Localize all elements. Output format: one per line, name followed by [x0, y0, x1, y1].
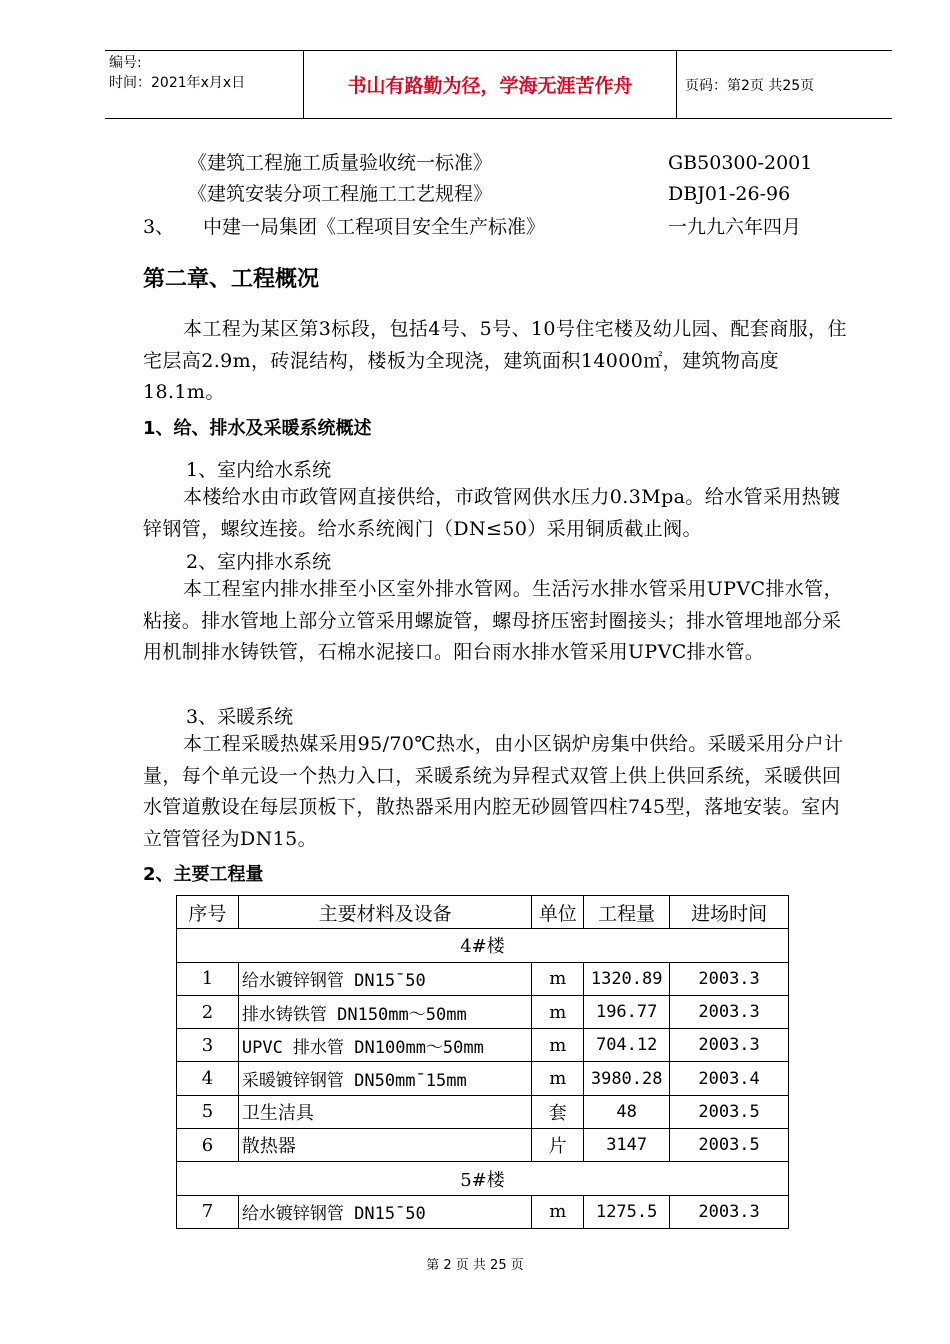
column-header: 单位	[532, 896, 584, 929]
section-title: 1、给、排水及采暖系统概述	[143, 418, 372, 439]
cell-quantity: 1320.89	[584, 962, 670, 995]
cell-material: 散热器	[238, 1129, 531, 1162]
cell-index: 6	[177, 1129, 239, 1162]
cell-index: 2	[177, 995, 239, 1028]
table-row	[177, 995, 789, 1028]
cell-index: 3	[177, 1029, 239, 1062]
reference-code: DBJ01-26-96	[668, 183, 791, 205]
subsection-title: 3、采暖系统	[186, 706, 294, 728]
cell-date: 2003.3	[670, 962, 789, 995]
intro-paragraph: 本工程为某区第3标段，包括4号、5号、10号住宅楼及幼儿园、配套商服，住宅层高2.9m，砖混结构，楼板为全现浇，建筑面积14000㎡，建筑物高度18.1m。	[143, 318, 847, 403]
cell-index: 1	[177, 962, 239, 995]
cell-quantity: 3147	[584, 1129, 670, 1162]
cell-quantity: 704.12	[584, 1029, 670, 1062]
table-row	[177, 1029, 789, 1062]
cell-date: 2003.5	[670, 1095, 789, 1128]
reference-title: 《建筑安装分项工程施工工艺规程》	[188, 183, 493, 205]
column-header: 进场时间	[670, 896, 789, 929]
drainage-paragraph: 本工程室内排水排至小区室外排水管网。生活污水排水管采用UPVC排水管，粘接。排水管地上部分立管采用螺旋管，螺母挤压密封圈接头；排水管埋地部分采用机制排水铸铁管，石棉水泥接口。阳台雨水排水管采用UPVC排水管。	[143, 578, 844, 663]
quantity-table	[176, 895, 789, 1229]
cell-quantity: 196.77	[584, 995, 670, 1028]
header-page-info: 页码：第2页 共25页	[685, 78, 815, 94]
cell-unit: 套	[532, 1095, 584, 1128]
header-motto: 书山有路勤为径，学海无涯苦作舟	[347, 75, 633, 97]
group-label: 5#楼	[177, 1162, 789, 1195]
column-header: 主要材料及设备	[238, 896, 531, 929]
reference-code: 一九九六年四月	[668, 216, 802, 238]
cell-unit: 片	[532, 1129, 584, 1162]
subsection-title: 2、室内排水系统	[186, 551, 332, 573]
chapter-title: 第二章、工程概况	[143, 267, 320, 292]
cell-material: 给水镀锌钢管 DN15¯50	[238, 1195, 531, 1228]
cell-quantity: 48	[584, 1095, 670, 1128]
table-row	[177, 1129, 789, 1162]
water-supply-paragraph: 本楼给水由市政管网直接供给，市政管网供水压力0.3Mpa。给水管采用热镀锌钢管，螺纹连接。给水系统阀门（DN≤50）采用铜质截止阀。	[143, 486, 841, 540]
page-header	[105, 50, 892, 119]
serial-label: 编号:	[109, 55, 142, 71]
cell-index: 4	[177, 1062, 239, 1095]
header-divider	[676, 51, 677, 118]
table-group-row	[177, 929, 789, 962]
table-row	[177, 1062, 789, 1095]
cell-quantity: 3980.28	[584, 1062, 670, 1095]
cell-date: 2003.3	[670, 1195, 789, 1228]
table-row	[177, 1195, 789, 1228]
cell-material: 采暖镀锌钢管 DN50mm¯15mm	[238, 1062, 531, 1095]
cell-unit: m	[532, 1062, 584, 1095]
cell-index: 7	[177, 1195, 239, 1228]
cell-unit: m	[532, 1029, 584, 1062]
column-header: 序号	[177, 896, 239, 929]
reference-number: 3、	[143, 216, 175, 238]
time-label: 时间：2021年x月x日	[109, 75, 246, 91]
table-header-row	[177, 896, 789, 929]
cell-material: 排水铸铁管 DN150mm～50mm	[238, 995, 531, 1028]
table-row	[177, 1095, 789, 1128]
section-title: 2、主要工程量	[143, 864, 264, 885]
cell-material: UPVC 排水管 DN100mm～50mm	[238, 1029, 531, 1062]
cell-date: 2003.5	[670, 1129, 789, 1162]
reference-title: 中建一局集团《工程项目安全生产标准》	[203, 216, 546, 238]
cell-unit: m	[532, 1195, 584, 1228]
cell-date: 2003.4	[670, 1062, 789, 1095]
heating-paragraph: 本工程采暖热媒采用95/70℃热水，由小区锅炉房集中供给。采暖采用分户计量，每个单元设一个热力入口，采暖系统为异程式双管上供上供回系统，采暖供回水管道敷设在每层顶板下，散热器采用内腔无砂圆管四柱745型，落地安装。室内立管管径为DN15。	[143, 733, 844, 850]
reference-code: GB50300-2001	[668, 152, 813, 174]
column-header: 工程量	[584, 896, 670, 929]
subsection-title: 1、室内给水系统	[186, 459, 332, 481]
table-row	[177, 962, 789, 995]
cell-material: 卫生洁具	[238, 1095, 531, 1128]
group-label: 4#楼	[177, 929, 789, 962]
cell-material: 给水镀锌钢管 DN15¯50	[238, 962, 531, 995]
cell-unit: m	[532, 962, 584, 995]
cell-unit: m	[532, 995, 584, 1028]
cell-date: 2003.3	[670, 1029, 789, 1062]
header-meta	[109, 53, 245, 93]
table-group-row	[177, 1162, 789, 1195]
page-footer: 第 2 页 共 25 页	[426, 1258, 524, 1273]
cell-date: 2003.3	[670, 995, 789, 1028]
reference-title: 《建筑工程施工质量验收统一标准》	[188, 152, 493, 174]
cell-index: 5	[177, 1095, 239, 1128]
cell-quantity: 1275.5	[584, 1195, 670, 1228]
